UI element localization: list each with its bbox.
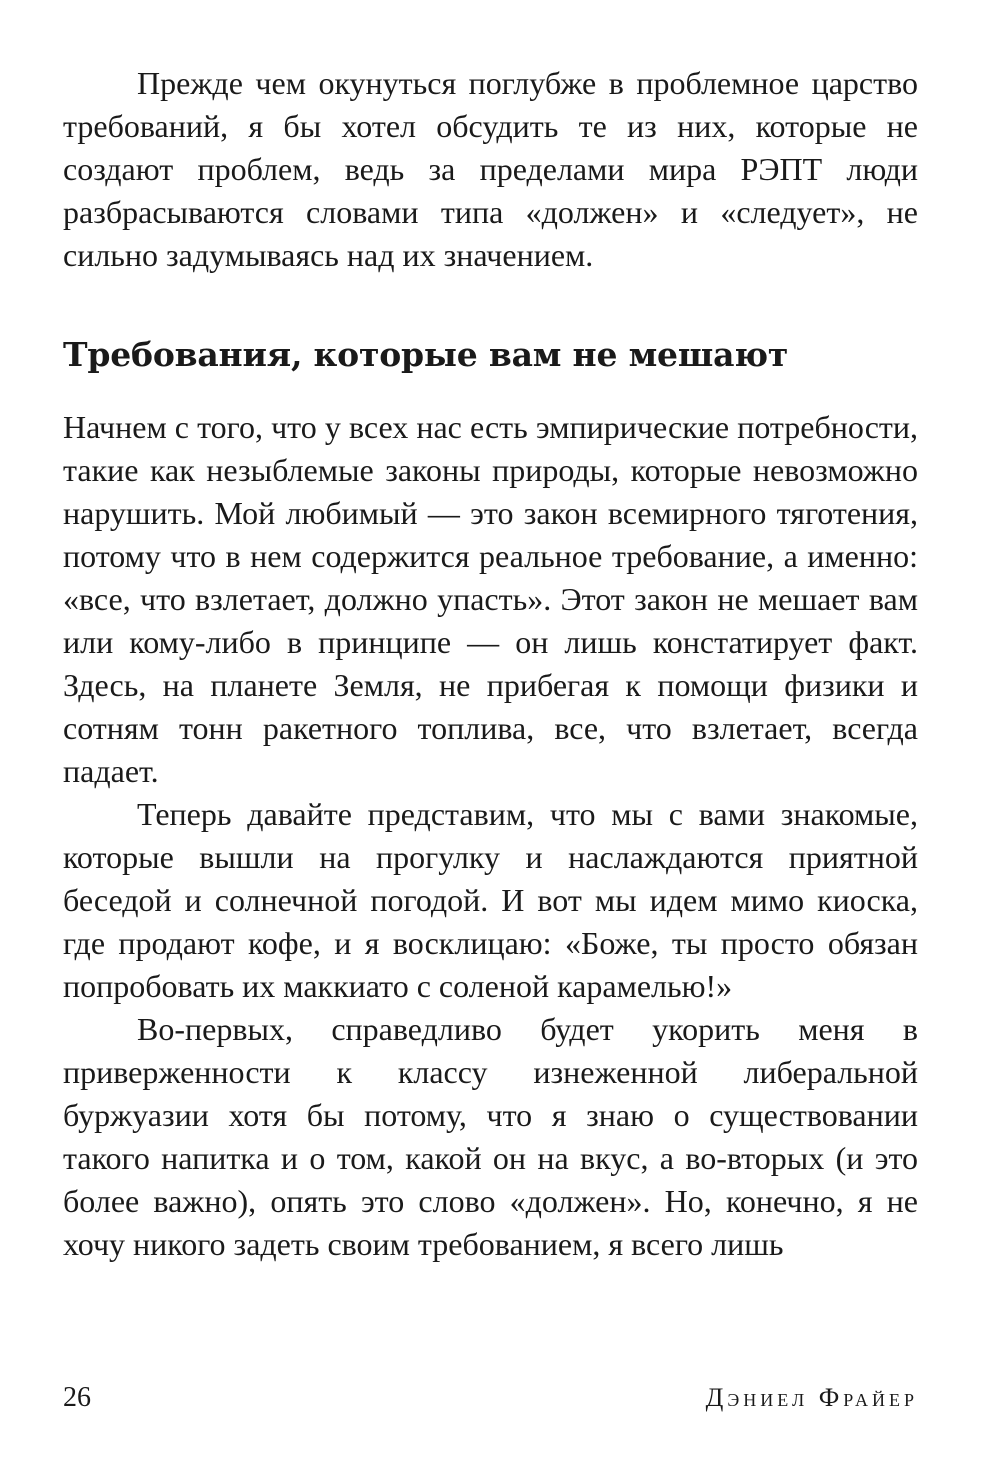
running-header-author: Дэниел Фрайер [705, 1383, 918, 1412]
body-paragraph-3: Во-первых, справедливо будет укорить меня в приверженности к классу изнеженной либеральной буржуазии хотя бы потому, что я знаю о существовании такого напитка и о том, какой он на вкус, а во-вторых (и это более важно), опять это слово «должен». Но, конечно, я не хочу никого задеть своим требованием, я всего лишь [63, 1011, 918, 1262]
intro-paragraph: Прежде чем окунуться поглубже в проблемное царство требований, я бы хотел обсудить те из них, которые не создают проблем, ведь за пределами мира РЭПТ люди разбрасываются словами типа «должен» и «следует», не сильно задумываясь над их значением. [63, 65, 918, 273]
section-heading: Требования, которые вам не мешают [63, 335, 789, 374]
body-paragraph-1: Начнем с того, что у всех нас есть эмпирические потребности, такие как незыблемые законы природы, которые невозможно нарушить. Мой любимый — это закон всемирного тяготения, потому что в нем содержится реальное требование, а именно: «все, что взлетает, должно упасть». Этот закон не мешает вам или кому-либо в принципе — он лишь констатирует факт. Здесь, на планете Земля, не прибегая к помощи физики и сотням тонн ракетного топлива, все, что взлетает, всегда падает. [63, 409, 918, 789]
page-number: 26 [63, 1382, 91, 1413]
intro-text-block [63, 62, 918, 277]
page-footer [63, 1378, 918, 1418]
body-paragraph-2: Теперь давайте представим, что мы с вами знакомые, которые вышли на прогулку и наслаждаются приятной беседой и солнечной погодой. И вот мы идем мимо киоска, где продают кофе, и я восклицаю: «Боже, ты просто обязан попробовать их маккиато с соленой карамелью!» [63, 796, 918, 1004]
section-text-block [63, 406, 918, 1266]
